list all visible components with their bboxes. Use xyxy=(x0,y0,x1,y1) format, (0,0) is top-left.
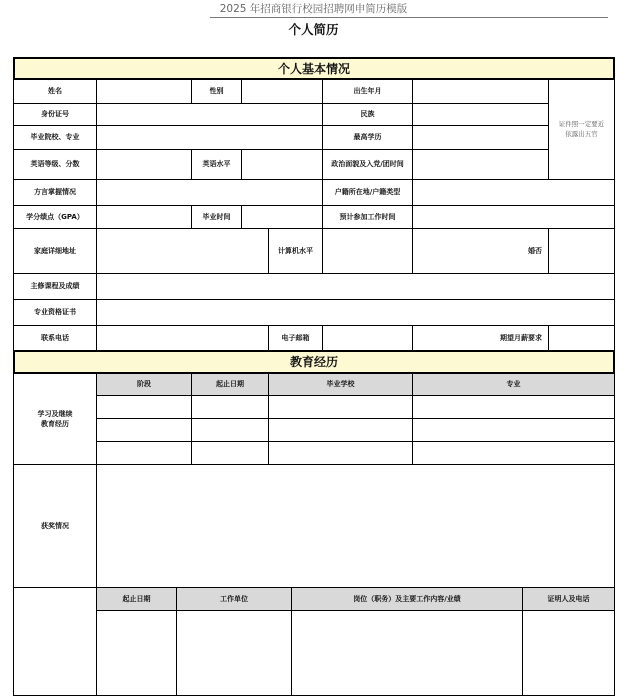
field-address[interactable] xyxy=(96,228,269,274)
work-col-reference: 证明人及电话 xyxy=(522,587,615,611)
field-id-number[interactable] xyxy=(96,103,323,126)
edu-row-2-school[interactable] xyxy=(268,418,413,442)
label-ethnicity: 民族 xyxy=(322,103,413,126)
field-name[interactable] xyxy=(96,79,192,104)
photo-box[interactable]: 证件照一定要近 依露出五官 xyxy=(548,79,615,180)
label-politics: 政治面貌及入党/团时间 xyxy=(322,149,413,180)
label-english-level: 英语水平 xyxy=(191,149,242,180)
page-title: 个人简历 xyxy=(288,22,339,37)
field-courses[interactable] xyxy=(96,273,615,300)
work-row-1-position[interactable] xyxy=(291,610,523,696)
edu-col-school: 毕业学校 xyxy=(268,373,413,396)
field-grad-time[interactable] xyxy=(241,205,323,229)
edu-row-1-dates[interactable] xyxy=(191,395,269,419)
label-certificates: 专业资格证书 xyxy=(13,299,97,326)
document-header: 2025 年招商银行校园招聘网申简历模版 xyxy=(219,3,408,15)
edu-row-3-school[interactable] xyxy=(268,441,413,465)
field-work-start[interactable] xyxy=(412,205,615,229)
label-marital: 婚否 xyxy=(412,228,549,274)
label-courses: 主修课程及成绩 xyxy=(13,273,97,300)
label-hukou: 户籍所在地/户籍类型 xyxy=(322,179,413,206)
edu-col-major: 专业 xyxy=(412,373,615,396)
edu-row-1-stage[interactable] xyxy=(96,395,192,419)
field-dialect[interactable] xyxy=(96,179,323,206)
label-school-major: 毕业院校、专业 xyxy=(13,125,97,150)
label-gpa: 学分绩点（GPA） xyxy=(13,205,97,229)
label-gender: 性别 xyxy=(191,79,242,104)
label-work-group xyxy=(13,587,97,696)
field-school-major[interactable] xyxy=(96,125,323,150)
label-grad-time: 毕业时间 xyxy=(191,205,242,229)
label-id-number: 身份证号 xyxy=(13,103,97,126)
edu-row-2-stage[interactable] xyxy=(96,418,192,442)
label-phone: 联系电话 xyxy=(13,325,97,351)
section-education-title: 教育经历 xyxy=(13,350,615,374)
field-english-level[interactable] xyxy=(241,149,323,180)
field-ethnicity[interactable] xyxy=(412,103,549,126)
work-col-position: 岗位（职务）及主要工作内容/业绩 xyxy=(291,587,523,611)
label-highest-degree: 最高学历 xyxy=(322,125,413,150)
label-dialect: 方言掌握情况 xyxy=(13,179,97,206)
field-email[interactable] xyxy=(322,325,413,351)
label-name: 姓名 xyxy=(13,79,97,104)
label-salary: 期望月薪要求 xyxy=(412,325,549,351)
edu-row-3-stage[interactable] xyxy=(96,441,192,465)
edu-row-1-school[interactable] xyxy=(268,395,413,419)
field-english[interactable] xyxy=(96,149,192,180)
edu-row-1-major[interactable] xyxy=(412,395,615,419)
section-basic-info-title: 个人基本情况 xyxy=(13,57,615,80)
edu-row-2-dates[interactable] xyxy=(191,418,269,442)
edu-col-stage: 阶段 xyxy=(96,373,192,396)
label-computer: 计算机水平 xyxy=(268,228,323,274)
field-awards[interactable] xyxy=(96,464,615,588)
work-row-1-company[interactable] xyxy=(176,610,292,696)
label-english: 英语等级、分数 xyxy=(13,149,97,180)
field-certificates[interactable] xyxy=(96,299,615,326)
field-highest-degree[interactable] xyxy=(412,125,549,150)
field-phone[interactable] xyxy=(96,325,269,351)
work-row-1-dates[interactable] xyxy=(96,610,177,696)
field-gpa[interactable] xyxy=(96,205,192,229)
field-gender[interactable] xyxy=(241,79,323,104)
field-marital[interactable] xyxy=(548,228,615,274)
field-politics[interactable] xyxy=(412,149,549,180)
label-work-start: 预计参加工作时间 xyxy=(322,205,413,229)
edu-col-dates: 起止日期 xyxy=(191,373,269,396)
field-computer[interactable] xyxy=(322,228,413,274)
edu-row-3-major[interactable] xyxy=(412,441,615,465)
field-birth[interactable] xyxy=(412,79,549,104)
edu-row-2-major[interactable] xyxy=(412,418,615,442)
label-awards: 获奖情况 xyxy=(13,464,97,588)
label-email: 电子邮箱 xyxy=(268,325,323,351)
field-salary[interactable] xyxy=(548,325,615,351)
label-address: 家庭详细地址 xyxy=(13,228,97,274)
field-hukou[interactable] xyxy=(412,179,615,206)
header-rule xyxy=(210,17,608,18)
label-birth: 出生年月 xyxy=(322,79,413,104)
work-col-dates: 起止日期 xyxy=(96,587,177,611)
work-col-company: 工作单位 xyxy=(176,587,292,611)
label-education-group: 学习及继续 教育经历 xyxy=(13,373,97,465)
edu-row-3-dates[interactable] xyxy=(191,441,269,465)
work-row-1-reference[interactable] xyxy=(522,610,615,696)
